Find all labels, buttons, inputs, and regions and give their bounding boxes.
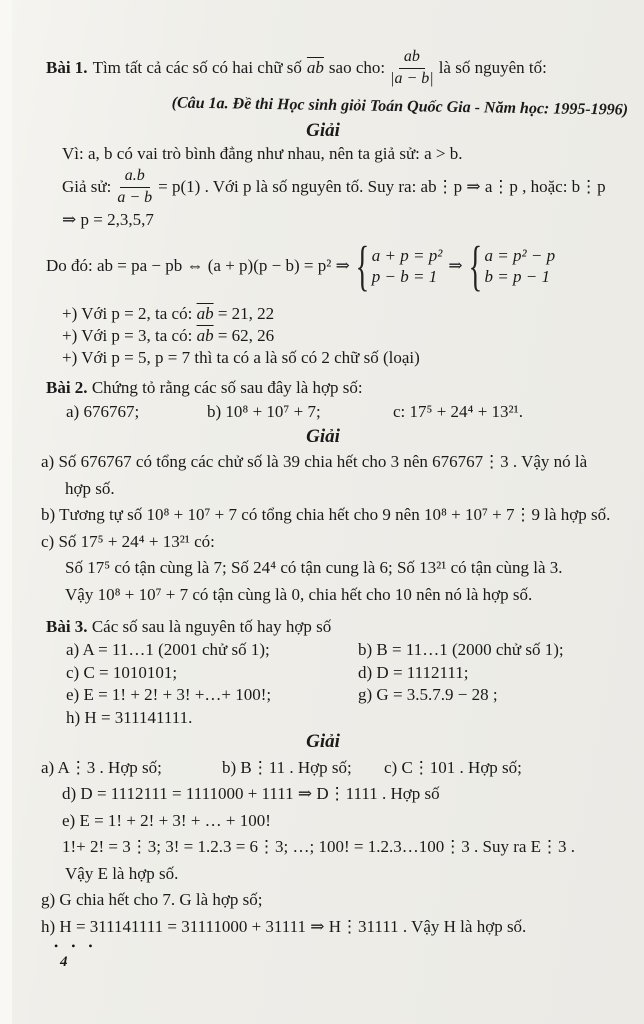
- solution2-c-line3: Vậy 10⁸ + 10⁷ + 7 có tận cùng là 0, chia hết cho 10 nên nó là hợp số.: [65, 584, 533, 604]
- solution3-e-line1: e) E = 1! + 2! + 3! + … + 100!: [62, 810, 271, 830]
- problem3-items-grid: [46, 639, 630, 729]
- case-result: = 62, 26: [217, 326, 275, 345]
- solution2-b: b) Tương tự số 10⁸ + 10⁷ + 7 có tổng chia hết cho 9 nên 10⁸ + 10⁷ + 7⋮9 là hợp số.: [41, 505, 611, 524]
- system2-line2: b = p − 1: [484, 267, 550, 286]
- fraction-ab-over-abs-diff: [390, 48, 434, 88]
- problem3-title: Các số sau là nguyên tố hay hợp số: [91, 617, 332, 636]
- problem2-item-c: c: 17⁵ + 24⁴ + 13²¹.: [393, 402, 523, 421]
- giasu-text-before: Giả sử:: [62, 177, 112, 196]
- solution3-d: d) D = 1112111 = 1111000 + 1111 ⇒ D⋮1111 . Hợp số: [62, 784, 440, 803]
- system2-line1: a = p² − p: [484, 246, 556, 265]
- solution2-a-line2: hợp số.: [65, 478, 115, 498]
- problem2-statement: [46, 376, 630, 399]
- problem3-item-a: a) A = 11…1 (2001 chử số 1);: [66, 640, 270, 659]
- case-line: [46, 303, 630, 325]
- equation-system-2: [468, 234, 556, 296]
- solution3-abc-row: [41, 754, 630, 781]
- fraction-denominator: |a − b|: [390, 69, 434, 87]
- problem1-text-after: là số nguyên tố:: [438, 58, 547, 77]
- left-brace-glyph: {: [468, 234, 482, 296]
- implies-arrow: ⇒: [448, 256, 463, 275]
- case-line: [46, 347, 630, 369]
- solution2-a-line1: a) Số 676767 có tổng các chử số là 39 chia hết cho 3 nên 676767⋮3 . Vậy nó là: [41, 452, 588, 471]
- system1-line2: p − b = 1: [371, 267, 438, 286]
- fraction-numerator: a.b: [120, 167, 150, 187]
- problem3-item-d: d) D = 1112111;: [358, 662, 469, 682]
- dodo-equation-text: Do đó: ab = pa − pb ⇔ (a + p)(p − b) = p² ⇒: [46, 256, 350, 275]
- solution3-e-line2: 1!+ 2! = 3⋮3; 3! = 1.2.3 = 6⋮3; …; 100! = 1.2.3…100⋮3 . Suy ra E⋮3 .: [62, 837, 576, 856]
- solution-heading-2: Giải: [306, 426, 340, 447]
- case-text: +) Với p = 5, p = 7 thì ta có a là số có 2 chữ số (loại): [62, 348, 420, 367]
- problem3-item-empty: [358, 707, 630, 730]
- solution3-a: a) A⋮3 . Hợp số;: [41, 758, 162, 777]
- problem2-items: [46, 399, 630, 424]
- case-result: = 21, 22: [217, 304, 275, 323]
- solution3-b: b) B⋮11 . Hợp số;: [222, 758, 352, 777]
- fraction-numerator: ab: [399, 48, 425, 68]
- footer-dots-ornament: • • •: [54, 939, 98, 953]
- page-footer: [54, 940, 98, 971]
- case-text: +) Với p = 3, ta có:: [62, 326, 193, 345]
- equation-system-1: [355, 234, 443, 296]
- ab-overline-notation: $\overline{ab}$: [306, 58, 324, 77]
- problem2-item-a: a) 676767;: [66, 402, 140, 421]
- solution2-c-line2: Số 17⁵ có tận cùng là 7; Số 24⁴ có tận cung là 6; Số 13²¹ có tận cùng là 3.: [65, 558, 563, 577]
- case-text: +) Với p = 2, ta có:: [62, 304, 193, 323]
- fraction-ab-over-diff: [117, 167, 152, 207]
- problem2-item-b: b) 10⁸ + 10⁷ + 7;: [207, 402, 321, 421]
- citation-line: (Câu 1a. Đề thi Học sinh giỏi Toán Quốc Gia - Năm học: 1995-1996): [171, 94, 629, 119]
- problem1-statement: [46, 40, 630, 96]
- solution-heading-3: Giải: [306, 731, 340, 752]
- fraction-denominator: a − b: [117, 188, 153, 206]
- left-brace-glyph: {: [355, 234, 370, 296]
- problem3-label: Bài 3.: [46, 617, 88, 636]
- system1-line1: a + p = p²: [371, 246, 443, 265]
- problem1-text-before: Tìm tất cả các số có hai chữ số: [92, 58, 302, 77]
- solution1-line-vi: Vì: a, b có vai trò bình đẳng như nhau, nên ta giả sử: a > b.: [62, 144, 463, 163]
- solution1-line-p-values: ⇒ p = 2,3,5,7: [62, 210, 154, 229]
- ab-overline-notation: $\overline{ab}$: [196, 304, 214, 323]
- page-number: 4: [60, 954, 68, 970]
- ab-overline-notation: $\overline{ab}$: [196, 326, 214, 345]
- problem3-item-h: h) H = 311141111.: [66, 707, 193, 727]
- case-line: [46, 325, 630, 347]
- problem3-item-e: e) E = 1! + 2! + 3! +…+ 100!;: [66, 685, 272, 704]
- problem3-item-c: c) C = 1010101;: [66, 662, 178, 682]
- problem1-label: Bài 1.: [46, 58, 88, 77]
- problem3-statement: [46, 615, 630, 638]
- problem3-item-b: b) B = 11…1 (2000 chử số 1);: [358, 640, 564, 659]
- problem2-label: Bài 2.: [46, 378, 88, 397]
- problem2-title: Chứng tỏ rằng các số sau đây là hợp số:: [91, 378, 363, 397]
- solution3-e-line3: Vậy E là hợp số.: [65, 863, 179, 883]
- solution2-c-line1: c) Số 17⁵ + 24⁴ + 13²¹ có:: [41, 531, 215, 551]
- problem1-text-mid: sao cho:: [328, 58, 386, 77]
- problem3-item-g: g) G = 3.5.7.9 − 28 ;: [358, 685, 498, 704]
- solution3-g: g) G chia hết cho 7. G là hợp số;: [41, 890, 263, 909]
- solution1-equation-row: [46, 233, 630, 299]
- solution3-h: h) H = 311141111 = 31111000 + 31111 ⇒ H⋮31111 . Vậy H là hợp số.: [41, 916, 527, 936]
- solution3-c: c) C⋮101 . Hợp số;: [384, 758, 522, 777]
- solution-heading-1: Giải: [306, 120, 340, 141]
- solution1-line-giasu: [46, 165, 630, 209]
- giasu-text-after: = p(1) . Với p là số nguyên tố. Suy ra: ab⋮p ⇒ a⋮p , hoặc: b⋮p: [158, 177, 606, 196]
